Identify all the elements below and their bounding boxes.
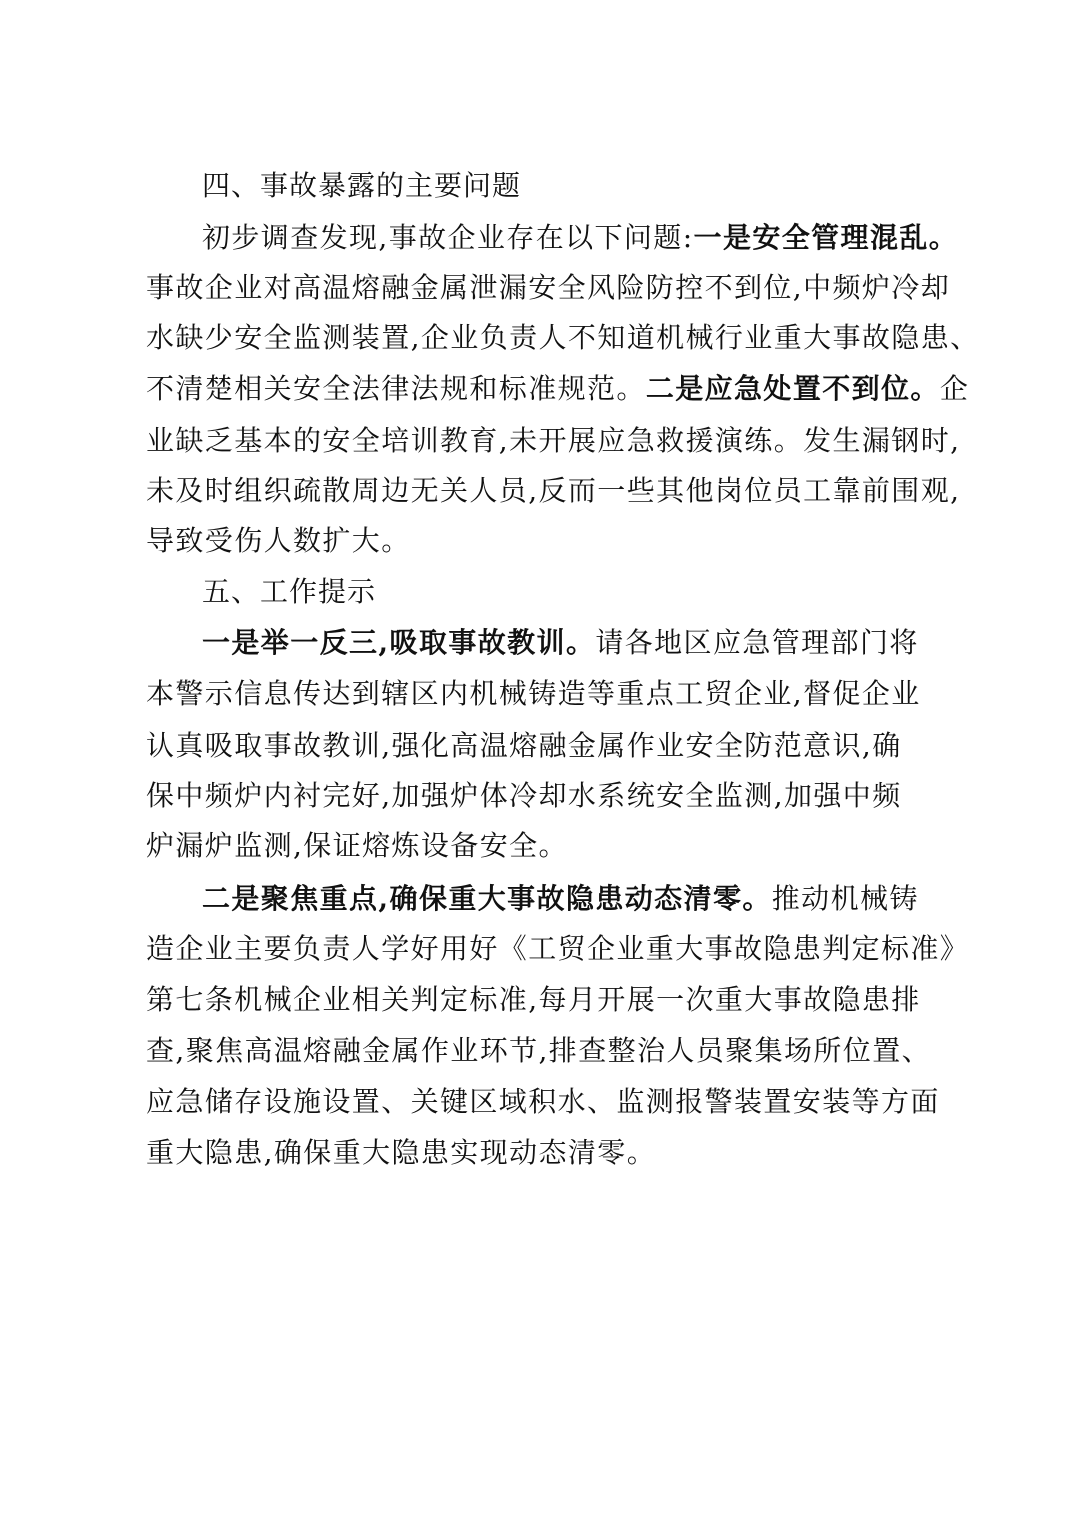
paragraph-line: 第七条机械企业相关判定标准,每月开展一次重大事故隐患排 — [146, 983, 921, 1016]
section-5-heading: 五、工作提示 — [202, 575, 377, 608]
paragraph-line: 应急储存设施设置、关键区域积水、监测报警装置安装等方面 — [146, 1085, 940, 1118]
paragraph-line: 一是举一反三,吸取事故教训。请各地区应急管理部门将 — [202, 626, 919, 659]
paragraph-line: 事故企业对高温熔融金属泄漏安全风险防控不到位,中频炉冷却 — [146, 271, 951, 304]
bold-point: 一是安全管理混乱。 — [693, 221, 959, 254]
paragraph-line: 导致受伤人数扩大。 — [146, 524, 411, 557]
bold-point: 一是举一反三,吸取事故教训。 — [202, 626, 596, 659]
bold-point: 二是聚焦重点,确保重大事故隐患动态清零。 — [202, 882, 772, 915]
paragraph-line: 重大隐患,确保重大隐患实现动态清零。 — [146, 1136, 657, 1169]
paragraph-line: 初步调查发现,事故企业存在以下问题:一是安全管理混乱。 — [202, 221, 959, 254]
paragraph-line: 查,聚焦高温熔融金属作业环节,排查整治人员聚集场所位置、 — [146, 1034, 932, 1067]
paragraph-line: 水缺少安全监测装置,企业负责人不知道机械行业重大事故隐患、 — [146, 321, 980, 354]
paragraph-line: 不清楚相关安全法律法规和标准规范。二是应急处置不到位。企 — [146, 372, 970, 405]
paragraph-line: 保中频炉内衬完好,加强炉体冷却水系统安全监测,加强中频 — [146, 779, 902, 812]
paragraph-line: 本警示信息传达到辖区内机械铸造等重点工贸企业,督促企业 — [146, 677, 921, 710]
paragraph-line: 未及时组织疏散周边无关人员,反而一些其他岗位员工靠前围观, — [146, 474, 961, 507]
paragraph-line: 造企业主要负责人学好用好《工贸企业重大事故隐患判定标准》 — [146, 932, 970, 965]
paragraph-line: 二是聚焦重点,确保重大事故隐患动态清零。推动机械铸 — [202, 882, 919, 915]
paragraph-line: 认真吸取事故教训,强化高温熔融金属作业安全防范意识,确 — [146, 729, 902, 762]
paragraph-line: 业缺乏基本的安全培训教育,未开展应急救援演练。发生漏钢时, — [146, 424, 961, 457]
bold-point: 二是应急处置不到位。 — [645, 372, 940, 405]
paragraph-line: 炉漏炉监测,保证熔炼设备安全。 — [146, 829, 568, 862]
section-4-heading: 四、事故暴露的主要问题 — [202, 169, 522, 202]
